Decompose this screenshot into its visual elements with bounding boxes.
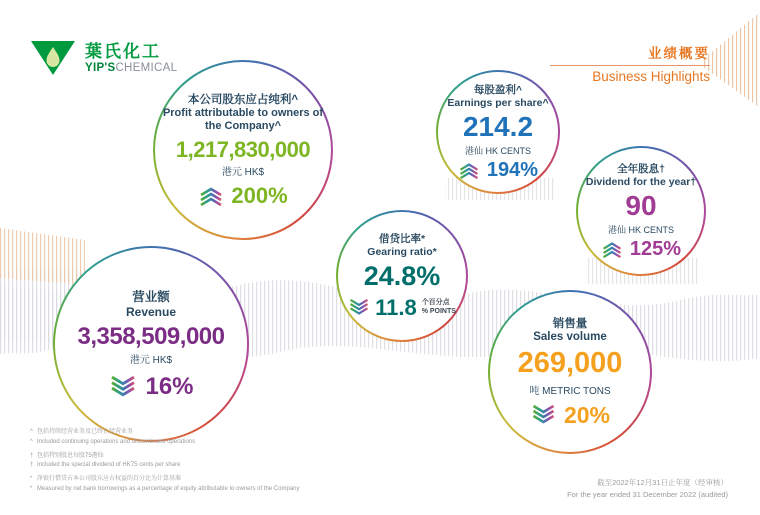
metric-change-row bbox=[348, 295, 456, 321]
metric-value: 1,217,830,000 bbox=[175, 136, 311, 162]
metric-unit: 港元 HK$ bbox=[221, 166, 265, 178]
metric-title-cn: 销售量 bbox=[552, 318, 588, 331]
logo-name-en bbox=[85, 62, 177, 74]
increase-arrow-icon bbox=[601, 241, 623, 258]
header-title-en: Business Highlights bbox=[592, 69, 710, 84]
company-logo bbox=[30, 40, 177, 77]
metric-title-cn: 本公司股东应占纯利^ bbox=[187, 94, 299, 107]
increase-arrow-icon bbox=[458, 162, 480, 179]
increase-arrow-icon bbox=[198, 186, 224, 206]
metric-value: 24.8% bbox=[363, 260, 441, 291]
header-title-cn: 业绩概要 bbox=[550, 42, 710, 66]
metric-change-row bbox=[108, 373, 193, 401]
metric-circle-revenue bbox=[53, 246, 249, 442]
metric-change: 200% bbox=[231, 182, 288, 208]
metric-title-cn: 营业额 bbox=[132, 289, 170, 304]
metric-circle-gearing bbox=[336, 210, 468, 342]
metric-title-cn: 借贷比率* bbox=[378, 233, 426, 246]
metric-value: 90 bbox=[625, 189, 657, 221]
metric-change: 125% bbox=[629, 237, 682, 260]
metric-change-row bbox=[458, 159, 538, 182]
metric-value: 269,000 bbox=[517, 347, 623, 380]
footnote-item bbox=[30, 428, 300, 447]
metric-unit: 港元 HK$ bbox=[129, 355, 173, 367]
metric-change-row bbox=[530, 402, 610, 429]
metric-title-cn: 全年股息† bbox=[617, 163, 665, 176]
metric-change-row bbox=[601, 238, 681, 261]
metric-change-suffix bbox=[422, 299, 456, 317]
reporting-period bbox=[567, 477, 728, 503]
metric-circle-profit bbox=[153, 60, 333, 240]
metric-value: 3,358,509,000 bbox=[77, 322, 225, 350]
metric-title-en: Dividend for the year† bbox=[585, 176, 697, 189]
period-cn: 截至2022年12月31日止年度（经审核） bbox=[597, 477, 728, 487]
metric-change: 16% bbox=[145, 373, 194, 401]
footnote-item bbox=[30, 475, 300, 494]
decrease-arrow-icon bbox=[530, 405, 557, 425]
footnote-cn: 包括特别股息每股75港仙 bbox=[37, 452, 104, 459]
footnote-symbol: * bbox=[30, 476, 33, 483]
logo-name-cn: 葉氏化工 bbox=[85, 42, 161, 62]
metric-circle-sales bbox=[488, 290, 652, 454]
footnotes bbox=[30, 428, 300, 499]
metric-title-en: Sales volume bbox=[533, 331, 607, 344]
metric-circle-dividend bbox=[576, 146, 706, 276]
footnote-en: Included continuing operations and discontinued operations bbox=[37, 438, 196, 445]
metric-change: 20% bbox=[563, 401, 611, 428]
logo-en-bold: YIP'S bbox=[85, 61, 116, 74]
metric-title-en: Revenue bbox=[125, 304, 177, 319]
footnote-symbol: † bbox=[30, 452, 34, 459]
footnote-item bbox=[30, 452, 300, 471]
decrease-arrow-icon bbox=[348, 299, 370, 316]
footnote-en: Included the special dividend of HK75 cents per share bbox=[37, 462, 181, 469]
metric-title-en: Earnings per share^ bbox=[447, 97, 549, 110]
metric-change-row bbox=[198, 183, 287, 209]
footnote-symbol: ^ bbox=[30, 438, 33, 445]
change-suffix-en: % POINTS bbox=[421, 307, 456, 315]
footnote-symbol: * bbox=[30, 485, 33, 492]
footnote-symbol: ^ bbox=[30, 429, 33, 436]
footnote-en: Measured by net bank borrowings as a percentage of equity attributable to owners of the Company bbox=[37, 485, 300, 492]
metric-title-en: Profit attributable to owners of the Company^ bbox=[162, 107, 324, 133]
metric-title-en: Gearing ratio* bbox=[367, 246, 437, 259]
metric-title-cn: 每股盈利^ bbox=[473, 84, 523, 97]
footnote-symbol: † bbox=[30, 462, 34, 469]
metric-unit: 吨 METRIC TONS bbox=[529, 385, 611, 397]
change-suffix-cn: 个百分点 bbox=[421, 299, 450, 307]
footnote-cn: 净银行借贷占本公司股东应占权益的百分比为计算基准 bbox=[37, 476, 182, 483]
metric-change: 194% bbox=[486, 158, 539, 181]
footnote-cn: 包括持续经营业务及已终止经营业务 bbox=[37, 429, 134, 436]
metric-change: 11.8 bbox=[375, 294, 417, 320]
metric-value: 214.2 bbox=[462, 110, 534, 142]
yips-logo-icon bbox=[30, 40, 76, 77]
decrease-arrow-icon bbox=[108, 376, 138, 398]
metric-unit: 港仙 HK CENTS bbox=[607, 224, 674, 235]
page-header bbox=[550, 42, 710, 84]
period-en: For the year ended 31 December 2022 (audited) bbox=[567, 490, 728, 500]
metric-unit: 港仙 HK CENTS bbox=[464, 145, 531, 156]
logo-en-light: CHEMICAL bbox=[115, 61, 178, 74]
metric-circle-eps bbox=[436, 70, 560, 194]
